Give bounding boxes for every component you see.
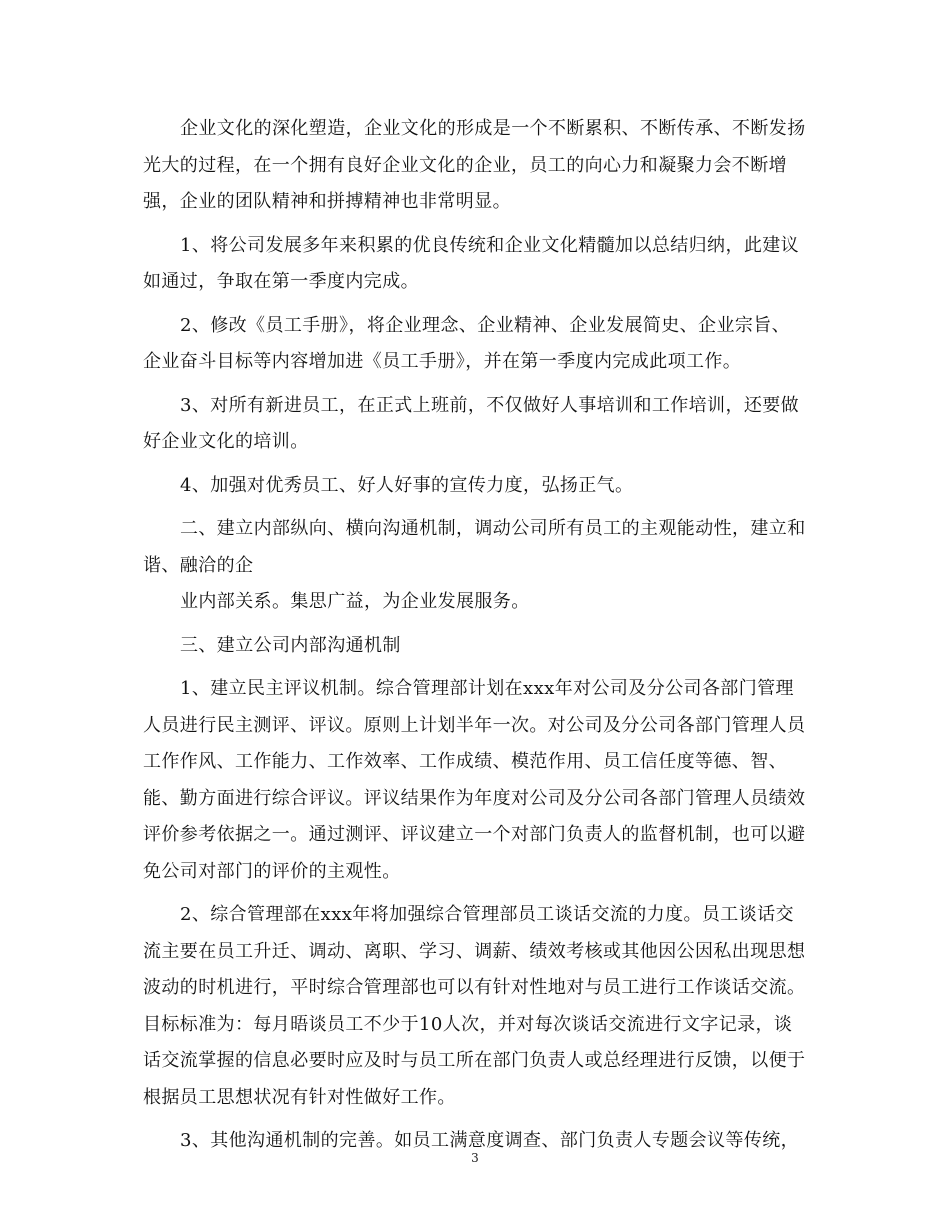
paragraph-employee-talks: 2、综合管理部在xxx年将加强综合管理部员工谈话交流的力度。员工谈话交流主要在员工升迁、调动、离职、学习、调薪、绩效考核或其他因公因私出现思想波动的时机进行，平时综合管理部也可以有针对性地对与员工进行工作谈话交流。目标标准为：每月晤谈员工不少于10人次，并对每次谈话交流进行文字记录，谈话交流掌握的信息必要时应及时与员工所在部门负责人或总经理进行反馈，以便于根据员工思想状况有针对性做好工作。	[143, 904, 806, 1108]
paragraph-item-4-publicity: 4、加强对优秀员工、好人好事的宣传力度，弘扬正气。	[180, 474, 634, 496]
paragraph-item-2-employee-handbook: 2、修改《员工手册》，将企业理念、企业精神、企业发展简史、企业宗旨、企业奋斗目标等内容增加进《员工手册》，并在第一季度内完成此项工作。	[143, 314, 791, 372]
page-number: 3	[471, 1151, 479, 1165]
document-body	[143, 111, 807, 1167]
paragraph-section-2-heading: 二、建立内部纵向、横向沟通机制，调动公司所有员工的主观能动性，建立和谐、融洽的企	[143, 518, 806, 576]
paragraph-item-3-new-employee-training: 3、对所有新进员工，在正式上班前，不仅做好人事培训和工作培训，还要做好企业文化的培训。	[143, 394, 800, 452]
paragraph-item-1-summarize-traditions: 1、将公司发展多年来积累的优良传统和企业文化精髓加以总结归纳，此建议如通过，争取在第一季度内完成。	[143, 234, 800, 292]
paragraph-corporate-culture: 企业文化的深化塑造，企业文化的形成是一个不断累积、不断传承、不断发扬光大的过程，在一个拥有良好企业文化的企业，员工的向心力和凝聚力会不断增强，企业的团队精神和拼搏精神也非常明显。	[143, 118, 806, 212]
paragraph-section-3-heading: 三、建立公司内部沟通机制	[180, 634, 401, 656]
paragraph-democratic-review: 1、建立民主评议机制。综合管理部计划在xxx年对公司及分公司各部门管理人员进行民主测评、评议。原则上计划半年一次。对公司及分公司各部门管理人员工作作风、工作能力、工作效率、工作成绩、模范作用、员工信任度等德、智、能、勤方面进行综合评议。评议结果作为年度对公司及分公司各部门管理人员绩效评价参考依据之一。通过测评、评议建立一个对部门负责人的监督机制，也可以避免公司对部门的评价的主观性。	[143, 678, 806, 882]
paragraph-section-2-continuation: 业内部关系。集思广益，为企业发展服务。	[180, 591, 530, 612]
paragraph-other-mechanisms: 3、其他沟通机制的完善。如员工满意度调查、部门负责人专题会议等传统，	[180, 1130, 800, 1151]
